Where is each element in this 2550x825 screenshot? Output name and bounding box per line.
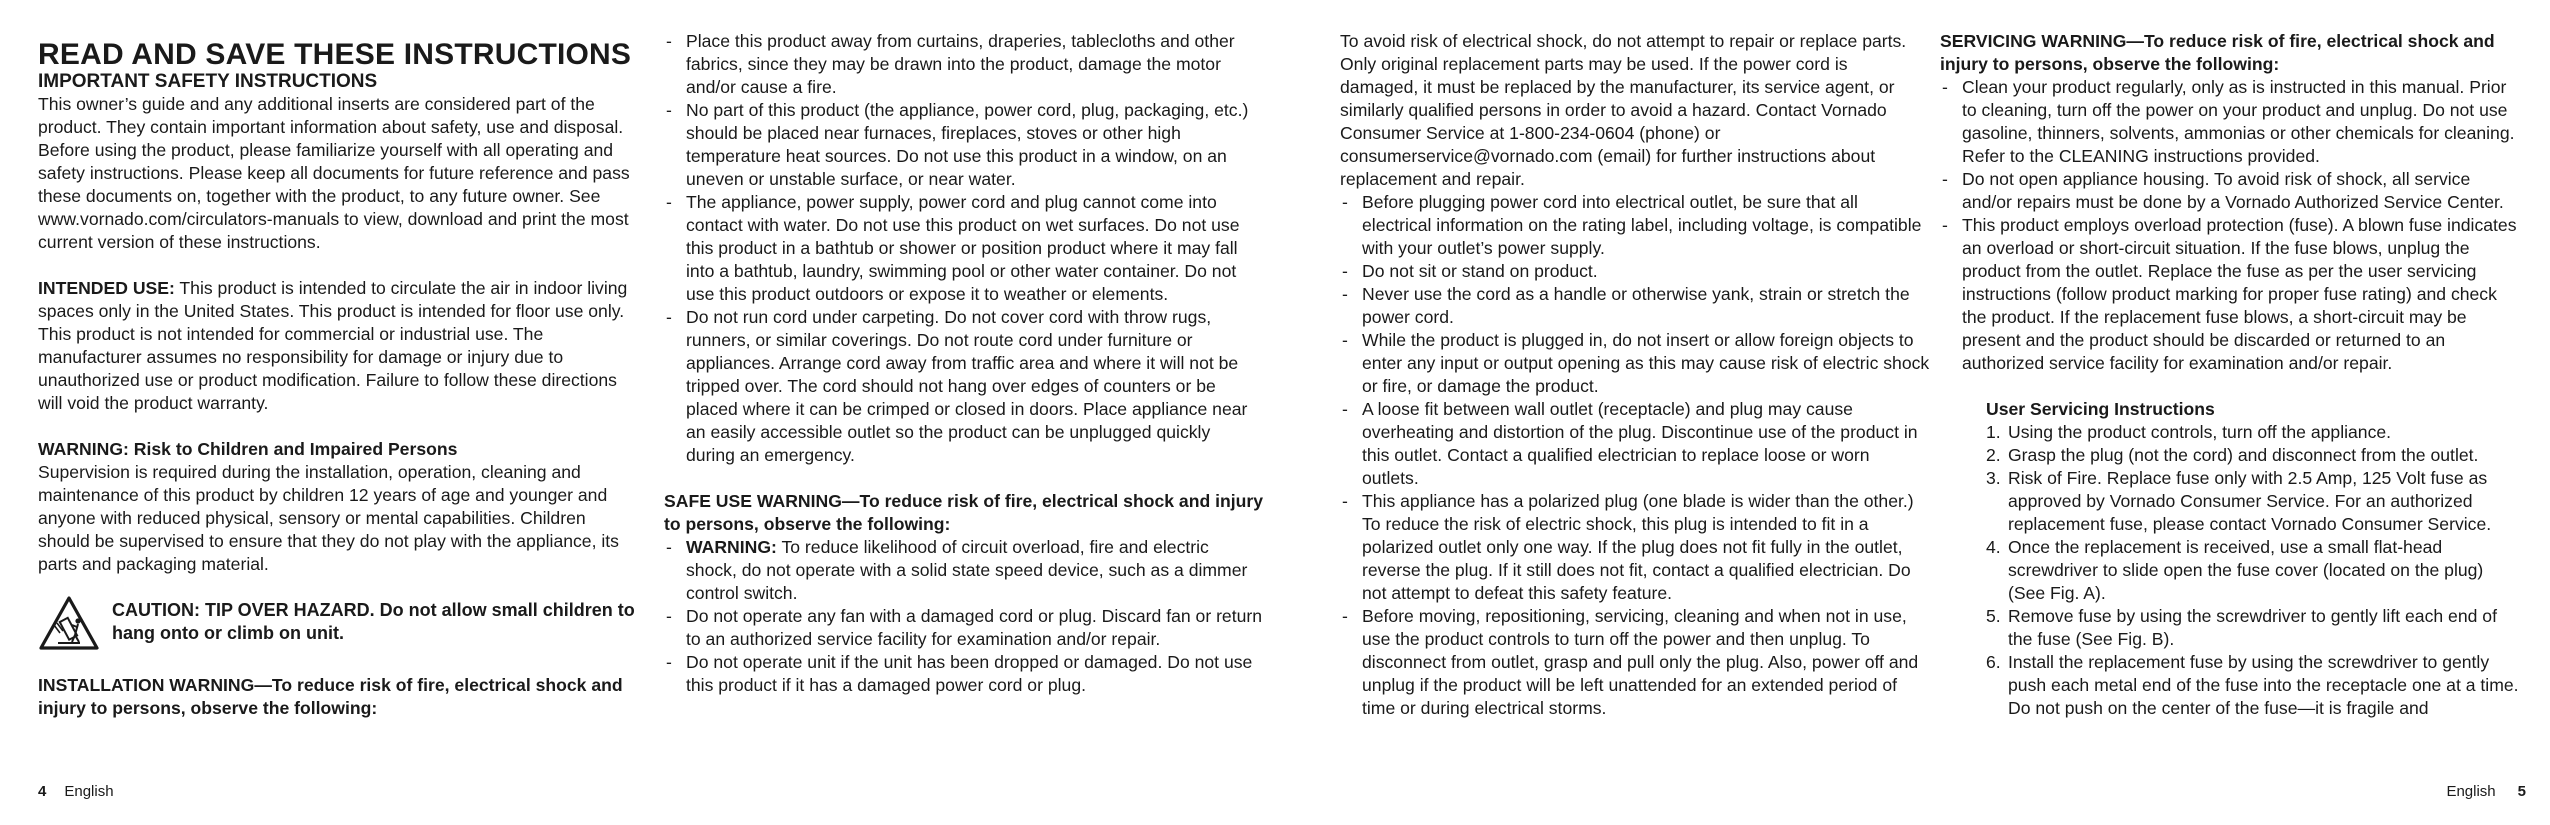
step-number: 1. <box>1986 422 2001 442</box>
children-warning-heading: WARNING: Risk to Children and Impaired Persons <box>38 439 458 459</box>
safe-use-warning-heading: SAFE USE WARNING—To reduce risk of fire, electrical shock and injury to persons, observe the following: <box>664 491 1263 534</box>
intended-use-label: INTENDED USE: <box>38 278 175 298</box>
step-item <box>1986 444 2520 467</box>
tip-over-hazard-icon <box>38 595 100 651</box>
caution-text: CAUTION: TIP OVER HAZARD. Do not allow small children to hang onto or climb on unit. <box>112 600 635 643</box>
column-3 <box>1340 30 1930 720</box>
page-title: READ AND SAVE THESE INSTRUCTIONS <box>38 38 632 71</box>
step-text: Using the product controls, turn off the appliance. <box>2008 422 2392 442</box>
list-item <box>664 651 1264 697</box>
column-4 <box>1940 30 2520 720</box>
list-item: - Place this product away from curtains, draperies, tablecloths and other fabrics, since they may be drawn into the product, damage the motor and/or cause a fire. <box>664 30 1264 99</box>
step-item <box>1986 467 2520 536</box>
step-item <box>1986 421 2520 444</box>
electrical-list <box>1340 191 1930 720</box>
list-item-text: Do not operate unit if the unit has been dropped or damaged. Do not use this product if it has a damaged power cord or plug. <box>686 652 1253 695</box>
step-item <box>1986 605 2520 651</box>
list-item: - Never use the cord as a handle or otherwise yank, strain or stretch the power cord. <box>1340 283 1930 329</box>
list-item-text: To reduce likelihood of circuit overload, fire and electric shock, do not operate with a solid state speed device, such as a dimmer control switch. <box>686 537 1248 603</box>
list-item: - Do not sit or stand on product. <box>1340 260 1930 283</box>
step-number: 4. <box>1986 537 2001 557</box>
right-page-footer <box>2446 783 2526 800</box>
step-text: Risk of Fire. Replace fuse only with 2.5 Amp, 125 Volt fuse as approved by Vornado Consumer Service. For an authorized replacement fuse, please contact Vornado Consumer Service. <box>2008 468 2492 534</box>
list-item: - Do not run cord under carpeting. Do not cover cord with throw rugs, runners, or similar coverings. Do not route cord under furniture or appliances. Arrange cord away from traffic area and where it will not be tripped over. The cord should not hang over edges of counters or be placed where it can be crimped or closed in doors. Place appliance near an easily accessible outlet so the product can be unplugged quickly during an emergency. <box>664 306 1264 467</box>
user-servicing-heading: User Servicing Instructions <box>1986 399 2215 419</box>
caution-block <box>38 599 640 651</box>
list-item: - No part of this product (the appliance, power cord, plug, packaging, etc.) should be placed near furnaces, fireplaces, stoves or other high temperature heat sources. Do not use this product in a window, on an uneven or unstable surface, or near water. <box>664 99 1264 191</box>
user-servicing-steps <box>1940 421 2520 720</box>
page-number: 5 <box>2517 783 2526 800</box>
servicing-warning-heading: SERVICING WARNING—To reduce risk of fire, electrical shock and injury to persons, observe the following: <box>1940 31 2495 74</box>
page-language: English <box>2446 783 2496 800</box>
safe-use-list <box>664 536 1264 697</box>
step-number: 3. <box>1986 468 2001 488</box>
step-text: Install the replacement fuse by using the screwdriver to gently push each metal end of the fuse into the receptacle one at a time. Do not push on the center of the fuse—it is fragile and <box>2008 652 2519 718</box>
intended-use-text: This product is intended to circulate the air in indoor living spaces only in the United States. This product is intended for floor use only. This product is not intended for commercial or industrial use. The manufacturer assumes no responsibility for damage or injury due to unauthorized use or product modification. Failure to follow these directions will void the product warranty. <box>38 278 628 413</box>
step-item <box>1986 651 2520 720</box>
list-item: - This product employs overload protection (fuse). A blown fuse indicates an overload or short-circuit situation. If the fuse blows, unplug the product from the outlet. Replace the fuse as per the user servicing instructions (follow product marking for proper fuse rating) and check the product. If the replacement fuse blows, a short-circuit may be present and the product should be discarded or returned to an authorized service facility for examination and/or repair. <box>1940 214 2520 375</box>
installation-warning-heading: INSTALLATION WARNING—To reduce risk of fire, electrical shock and injury to persons, observe the following: <box>38 675 623 718</box>
list-item: - Clean your product regularly, only as is instructed in this manual. Prior to cleaning, turn off the power on your product and unplug. Do not use gasoline, thinners, solvents, ammonias or other chemicals for cleaning. Refer to the CLEANING instructions provided. <box>1940 76 2520 168</box>
column-1 <box>38 30 640 720</box>
list-item: - The appliance, power supply, power cord and plug cannot come into contact with water. Do not use this product on wet surfaces. Do not use this product in a bathtub or shower or position product where it may fall into a bathtub, laundry, swimming pool or other water container. Do not use this product outdoors or expose it to weather or elements. <box>664 191 1264 306</box>
safety-subtitle: IMPORTANT SAFETY INSTRUCTIONS <box>38 71 378 92</box>
step-number: 2. <box>1986 445 2001 465</box>
list-item-label: WARNING: <box>686 537 777 557</box>
intro-paragraph: This owner’s guide and any additional inserts are considered part of the product. They contain important information about safety, use and disposal. Before using the product, please familiarize yourself with all operating and safety instructions. Please keep all documents for future reference and pass these documents on, together with the product, to any future owner. See www.vornado.com/circulators-manuals to view, download and print the most current version of these instructions. <box>38 94 630 252</box>
step-text: Remove fuse by using the screwdriver to gently lift each end of the fuse (See Fig. B). <box>2008 606 2497 649</box>
list-item: - While the product is plugged in, do not insert or allow foreign objects to enter any input or output opening as this may cause risk of electric shock or fire, or damage the product. <box>1340 329 1930 398</box>
step-text: Once the replacement is received, use a small flat-head screwdriver to slide open the fuse cover (located on the plug) (See Fig. A). <box>2008 537 2484 603</box>
list-item-text: Do not operate any fan with a damaged cord or plug. Discard fan or return to an authorized service facility for examination and/or repair. <box>686 606 1263 649</box>
list-item: - Before moving, repositioning, servicing, cleaning and when not in use, use the product controls to turn off the power and then unplug. To disconnect from outlet, grasp and pull only the plug. Also, power off and unplug if the product will be left unattended for an extended period of time or during electrical storms. <box>1340 605 1930 720</box>
list-item: - This appliance has a polarized plug (one blade is wider than the other.) To reduce the risk of electric shock, this plug is intended to fit in a polarized outlet only one way. If the plug does not fit fully in the outlet, reverse the plug. If it still does not fit, contact a qualified electrician. Do not attempt to defeat this safety feature. <box>1340 490 1930 605</box>
step-number: 6. <box>1986 652 2001 672</box>
repair-paragraph: To avoid risk of electrical shock, do not attempt to repair or replace parts. Only original replacement parts may be used. If the power cord is damaged, it must be replaced by the manufacturer, its service agent, or similarly qualified persons in order to avoid a hazard. Contact Vornado Consumer Service at 1-800-234-0604 (phone) or consumerservice@vornado.com (email) for further instructions about replacement and repair. <box>1340 31 1907 189</box>
left-page-footer <box>38 783 114 800</box>
page-language: English <box>64 783 114 800</box>
list-item: - Before plugging power cord into electrical outlet, be sure that all electrical information on the rating label, including voltage, is compatible with your outlet’s power supply. <box>1340 191 1930 260</box>
list-item <box>664 605 1264 651</box>
children-warning-text: Supervision is required during the installation, operation, cleaning and maintenance of this product by children 12 years of age and younger and anyone with reduced physical, sensory or mental capabilities. Children should be supervised to ensure that they do not play with the appliance, its parts and packaging material. <box>38 462 619 574</box>
step-item <box>1986 536 2520 605</box>
step-text: Grasp the plug (not the cord) and disconnect from the outlet. <box>2008 445 2479 465</box>
column-2 <box>664 30 1264 697</box>
servicing-list <box>1940 76 2520 375</box>
step-number: 5. <box>1986 606 2001 626</box>
intended-use-paragraph <box>38 277 640 415</box>
installation-list <box>664 30 1264 467</box>
list-item: - Do not open appliance housing. To avoid risk of shock, all service and/or repairs must be done by a Vornado Authorized Service Center. <box>1940 168 2520 214</box>
list-item <box>664 536 1264 605</box>
list-item: - A loose fit between wall outlet (receptacle) and plug may cause overheating and distortion of the plug. Discontinue use of the product in this outlet. Contact a qualified electrician to replace loose or worn outlets. <box>1340 398 1930 490</box>
page-number: 4 <box>38 783 47 800</box>
